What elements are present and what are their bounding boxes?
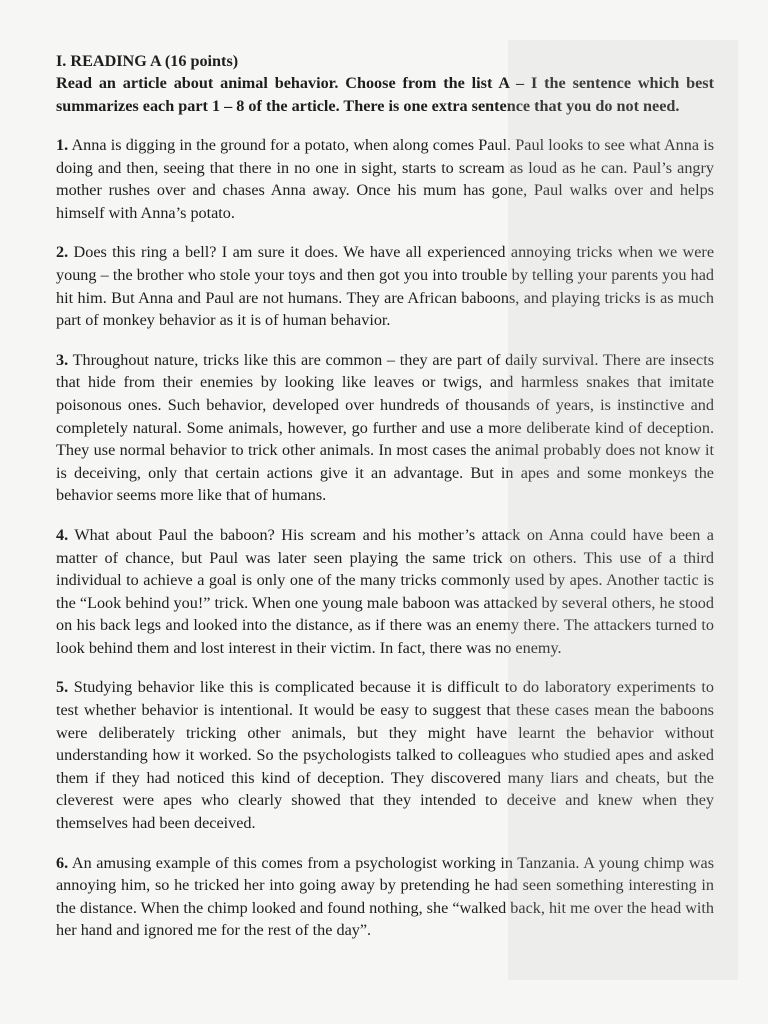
paragraph-text: An amusing example of this comes from a psychologist working in Tanzania. A young chimp was annoying him, so he tricked her into going away by pretending he had seen something interesting in the distance. When the chimp looked and found nothing, she “walked back, hit me over the head with her hand and ignored me for the rest of the day”.	[56, 853, 715, 940]
paragraph-text: What about Paul the baboon? His scream and his mother’s attack on Anna could have been a matter of chance, but Paul was later seen playing the same trick on others. This use of a third individual to achieve a goal is only one of the many tricks commonly used by apes. Another tactic is the “Look behind you!” trick. When one young male baboon was attacked by several others, he stood on his back legs and looked into the distance, as if there was an enemy there. The attackers turned to look behind them and lost interest in their victim. In fact, there was no enemy.	[56, 525, 714, 657]
paragraph-text: Anna is digging in the ground for a potato, when along comes Paul. Paul looks to see what Anna is doing and then, seeing that there in no one in sight, starts to scream as loud as he can. Paul’s angry mother rushes over and chases Anna away. Once his mum has gone, Paul walks over and helps himself with Anna’s potato.	[56, 136, 715, 222]
paragraph-4	[56, 524, 714, 660]
paragraph-text: Studying behavior like this is complicated because it is difficult to do laboratory experiments to test whether behavior is intentional. It would be easy to suggest that these cases mean the baboons were deliberately tricking other animals, but they might have learnt the behavior without understanding how it worked. So the psychologists talked to colleagues who studied apes and asked them if they had noticed this kind of deception. They discovered many liars and cheats, but the cleverest were apes who clearly showed that they intended to deceive and knew when they themselves had been deceived.	[56, 678, 715, 833]
task-instructions: Read an article about animal behavior. Choose from the list A – I the sentence which best summarizes each part 1 – 8 of the article. There is one extra sentence that you do not need.	[56, 74, 714, 115]
paragraph-number: 1.	[56, 136, 69, 154]
paragraph-number: 2.	[56, 243, 69, 262]
paragraph-3	[56, 349, 714, 507]
section-heading: I. READING A (16 points)	[56, 52, 239, 70]
paragraph-6	[56, 852, 714, 942]
paragraph-number: 5.	[56, 678, 69, 697]
paragraph-text: Does this ring a bell? I am sure it does. We have all experienced annoying tricks when we were young – the brother who stole your toys and then got you into trouble by telling your parents you had hit him. But Anna and Paul are not humans. They are African baboons, and playing tricks is as much part of monkey behavior as it is of human behavior.	[56, 243, 715, 330]
paragraph-text: Throughout nature, tricks like this are common – they are part of daily survival. There are insects that hide from their enemies by looking like leaves or twigs, and harmless snakes that imitate poisonous ones. Such behavior, developed over hundreds of thousands of years, is instinctive and completely natural. Some animals, however, go further and use a more deliberate kind of deception. They use normal behavior to trick other animals. In most cases the animal probably does not know it is deceiving, only that certain actions give it an advantage. But in apes and some monkeys the behavior seems more like that of humans.	[56, 350, 714, 505]
paragraph-1	[56, 134, 714, 224]
paragraph-number: 4.	[56, 525, 69, 544]
paragraph-5	[56, 676, 714, 834]
paragraph-number: 3.	[56, 350, 69, 369]
paragraph-number: 6.	[56, 853, 69, 872]
paragraph-2	[56, 241, 714, 331]
